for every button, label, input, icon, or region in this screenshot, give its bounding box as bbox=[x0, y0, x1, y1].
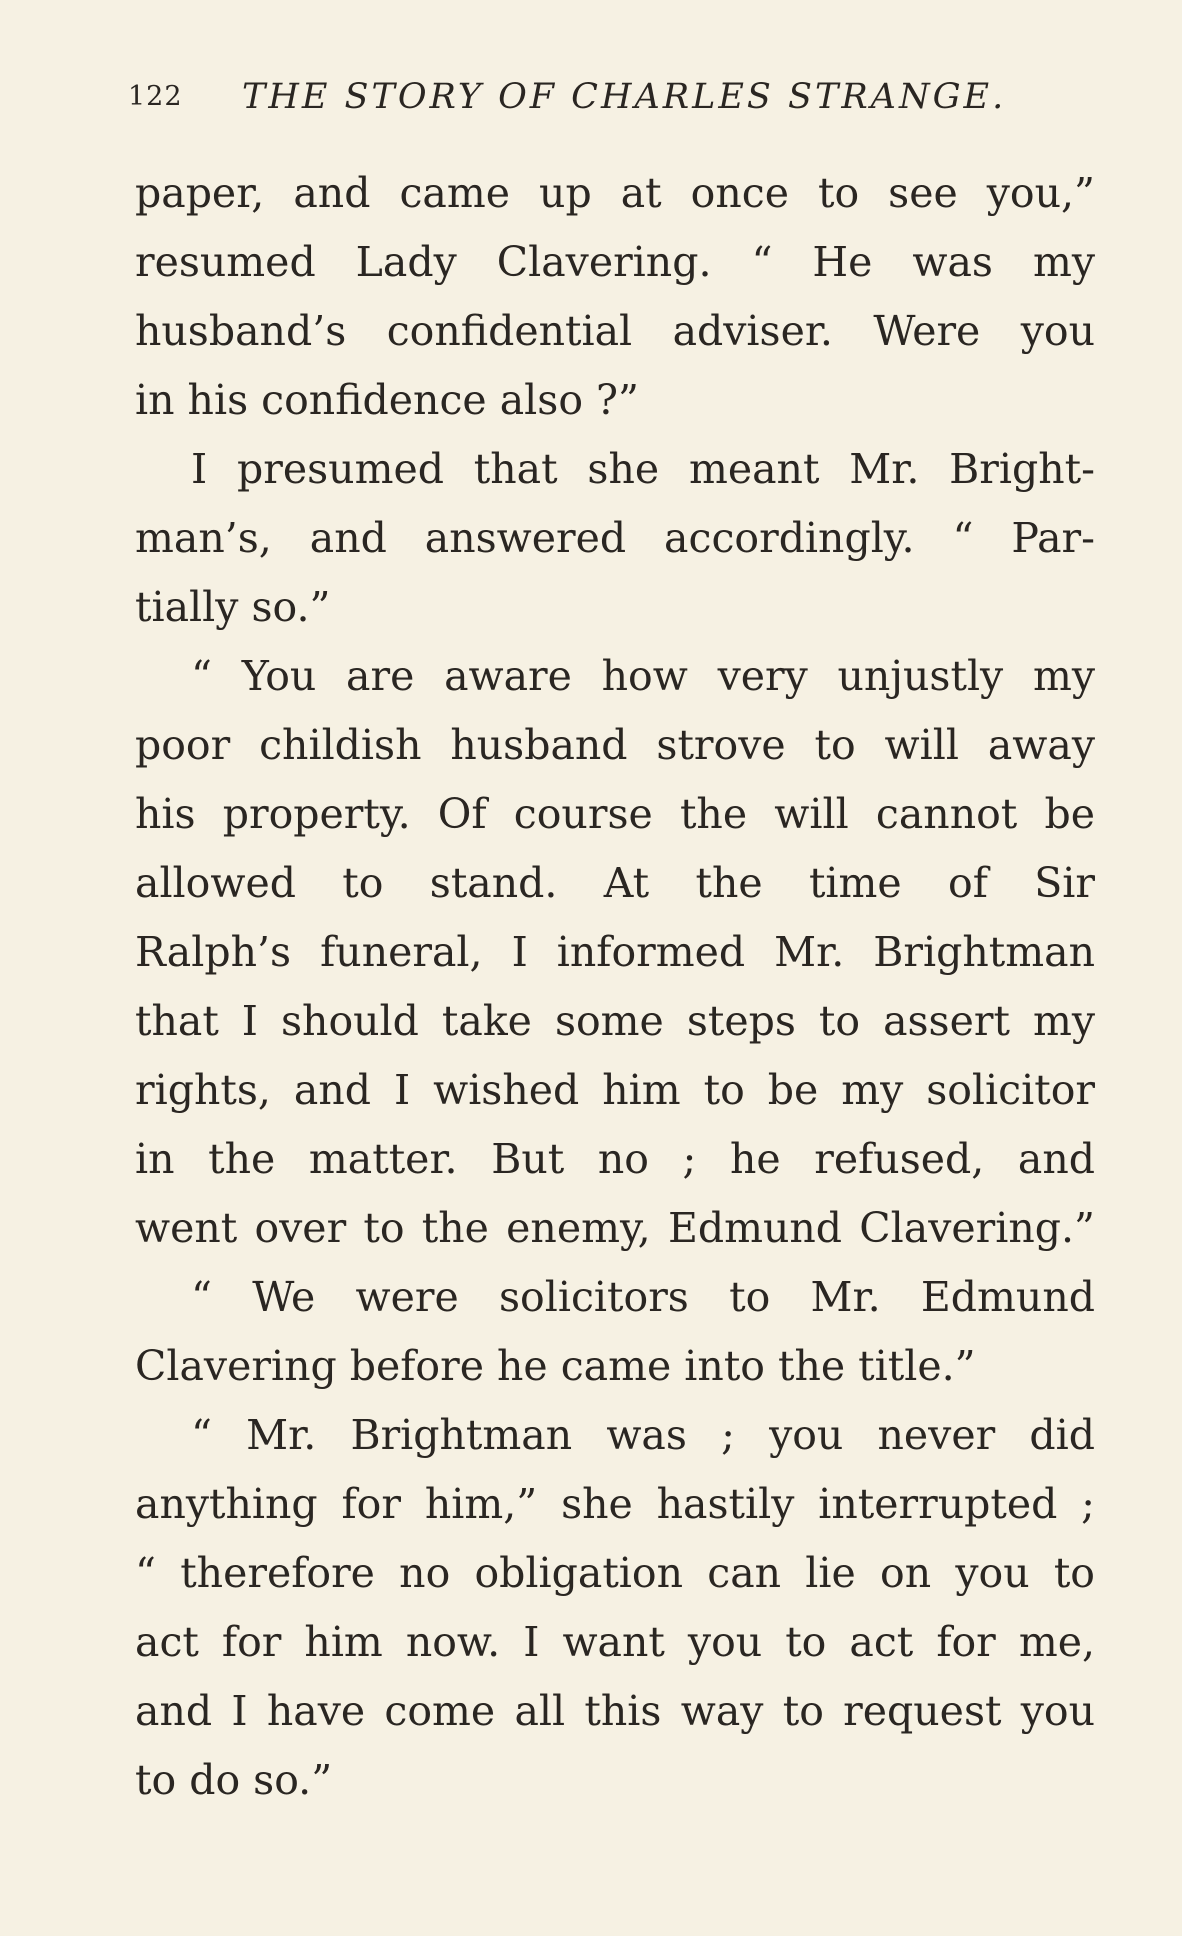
text-line: “ We were solicitors to Mr. Edmund bbox=[191, 1273, 1095, 1321]
text-line: tially so.” bbox=[135, 583, 331, 631]
text-line: poor childish husband strove to will away bbox=[135, 721, 1095, 769]
text-line: husband’s confidential adviser. Were you bbox=[135, 307, 1095, 355]
text-line: “ You are aware how very unjustly my bbox=[191, 652, 1095, 700]
text-line: I presumed that she meant Mr. Bright- bbox=[191, 445, 1095, 493]
text-line: act for him now. I want you to act for me, bbox=[135, 1618, 1095, 1666]
running-head bbox=[128, 72, 1008, 122]
text-line: Ralph’s funeral, I informed Mr. Brightman bbox=[135, 928, 1095, 976]
text-line: in his confidence also ?” bbox=[135, 376, 639, 424]
text-line: allowed to stand. At the time of Sir bbox=[135, 859, 1095, 907]
text-line: paper, and came up at once to see you,” bbox=[135, 169, 1095, 217]
text-line: anything for him,” she hastily interrupted ; bbox=[135, 1480, 1095, 1528]
text-line: “ therefore no obligation can lie on you to bbox=[135, 1549, 1095, 1597]
page-number: 122 bbox=[128, 81, 183, 112]
text-line: that I should take some steps to assert my bbox=[135, 997, 1095, 1045]
text-line: rights, and I wished him to be my solicitor bbox=[135, 1066, 1095, 1114]
text-line: Clavering before he came into the title.” bbox=[135, 1342, 976, 1390]
body-text bbox=[135, 159, 1095, 1815]
text-line: in the matter. But no ; he refused, and bbox=[135, 1135, 1095, 1183]
text-line: “ Mr. Brightman was ; you never did bbox=[191, 1411, 1095, 1459]
text-line: resumed Lady Clavering. “ He was my bbox=[135, 238, 1095, 286]
text-line: his property. Of course the will cannot be bbox=[135, 790, 1095, 838]
text-line: to do so.” bbox=[135, 1756, 333, 1804]
text-line: man’s, and answered accordingly. “ Par- bbox=[135, 514, 1095, 562]
text-line: and I have come all this way to request you bbox=[135, 1687, 1095, 1735]
text-line: went over to the enemy, Edmund Clavering.” bbox=[135, 1204, 1095, 1252]
running-title: THE STORY OF CHARLES STRANGE. bbox=[242, 77, 1007, 117]
